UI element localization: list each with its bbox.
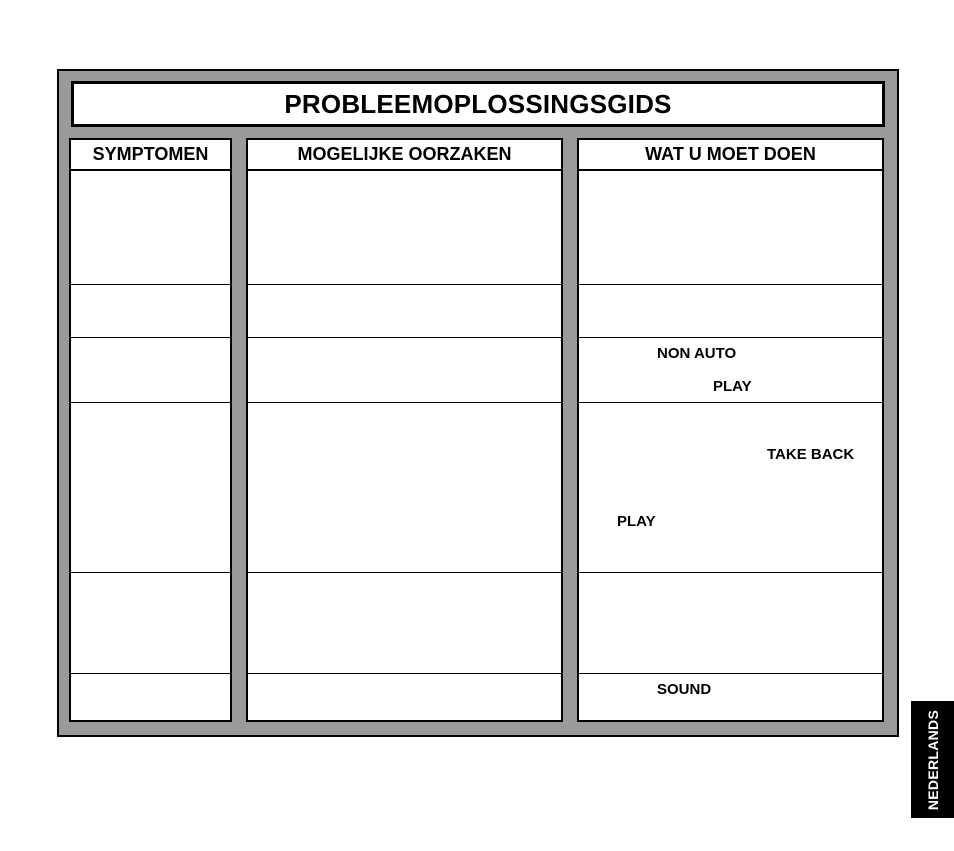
table-row — [248, 674, 561, 723]
table-row — [248, 171, 561, 285]
troubleshooting-table-frame — [57, 69, 899, 737]
page-title: PROBLEEMOPLOSSINGSGIDS — [71, 81, 885, 127]
table-row — [579, 171, 882, 285]
take-back-label: TAKE BACK — [767, 446, 855, 463]
causes-column-header: MOGELIJKE OORZAKEN — [248, 140, 561, 171]
non-auto-label: NON AUTO — [657, 345, 737, 362]
actions-column — [577, 138, 884, 722]
play-label: PLAY — [713, 378, 752, 395]
language-label: NEDERLANDS — [924, 709, 941, 810]
table-row — [71, 171, 230, 285]
table-row — [579, 285, 882, 338]
symptoms-column — [69, 138, 232, 722]
sound-label: SOUND — [657, 681, 712, 698]
table-row — [71, 285, 230, 338]
table-row — [71, 573, 230, 674]
table-row — [248, 573, 561, 674]
symptoms-column-header: SYMPTOMEN — [71, 140, 230, 171]
table-row — [71, 403, 230, 573]
language-side-tab — [911, 701, 954, 818]
table-row — [579, 573, 882, 674]
table-row — [71, 674, 230, 723]
play-label: PLAY — [617, 513, 656, 530]
table-row — [71, 338, 230, 403]
table-row — [248, 403, 561, 573]
causes-column — [246, 138, 563, 722]
actions-column-header: WAT U MOET DOEN — [579, 140, 882, 171]
table-row — [579, 403, 882, 573]
table-row — [579, 674, 882, 723]
table-row — [579, 338, 882, 403]
table-row — [248, 338, 561, 403]
table-row — [248, 285, 561, 338]
